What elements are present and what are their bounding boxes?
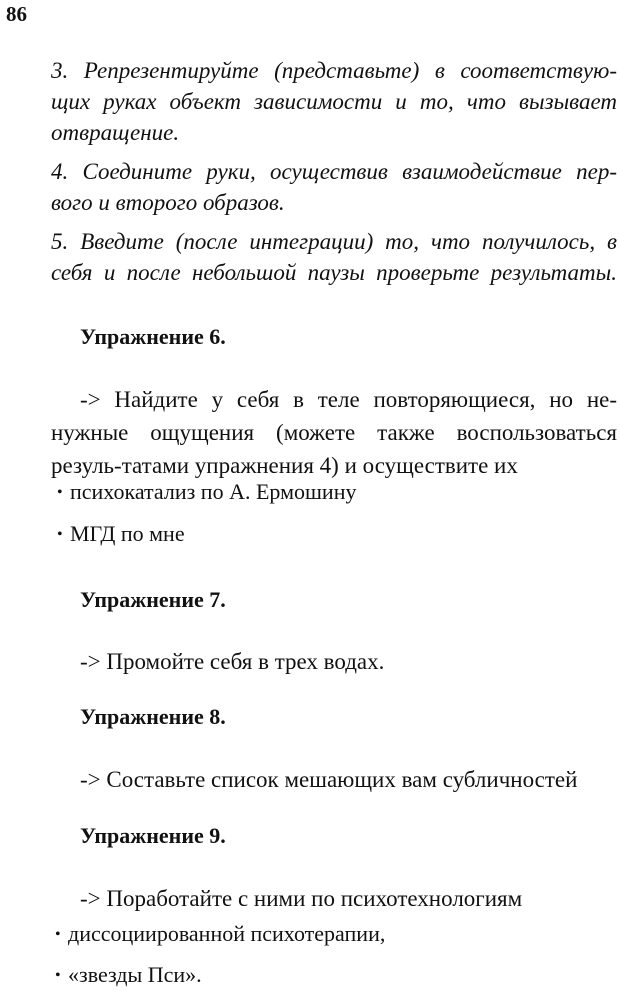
- bullet-symbol: •: [57, 484, 63, 501]
- step-3-line-1: 3. Репрезентируйте (представьте) в соответствую-: [51, 58, 617, 83]
- step-4: [51, 156, 617, 218]
- exercise-9-instruction: -> Поработайте с ними по психотехнологиям: [80, 886, 523, 911]
- exercise-6-bullet-2: [57, 519, 185, 550]
- exercise-8-heading: Упражнение 8.: [80, 704, 226, 729]
- exercise-7-instruction: -> Промойте себя в трех водах.: [80, 649, 385, 674]
- exercise-6-instruction: -> Найдите у себя в теле повторяющиеся, но не-нужные ощущения (можете также воспользоваться резуль-татами упражнения 4) и осуществите их: [51, 387, 617, 478]
- bullet-text: психокатализ по А. Ермошину: [70, 479, 357, 504]
- step-5-line-2: себя и после небольшой паузы проверьте результаты.: [51, 260, 617, 285]
- step-4-line-1: 4. Соедините руки, осуществив взаимодействие пер-: [51, 159, 617, 184]
- exercise-6-heading: Упражнение 6.: [80, 324, 226, 349]
- exercise-8-instruction: -> Составьте список мешающих вам субличностей: [80, 767, 578, 792]
- bullet-text: МГД по мне: [70, 521, 185, 546]
- step-3-line-3: отвращение.: [51, 120, 180, 145]
- bullet-symbol: •: [55, 926, 61, 943]
- exercise-7-heading: Упражнение 7.: [80, 587, 226, 612]
- bullet-text: «звезды Пси».: [68, 962, 202, 987]
- step-5-line-1: 5. Введите (после интеграции) то, что получилось, в: [51, 229, 617, 254]
- step-4-line-2: вого и второго образов.: [51, 190, 285, 215]
- exercise-9-heading: Упражнение 9.: [80, 823, 226, 848]
- step-3: [51, 55, 617, 148]
- exercise-6-bullet-1: [57, 477, 356, 508]
- exercise-9-bullet-1: [55, 919, 385, 950]
- exercise-9-bullet-2: [55, 960, 202, 991]
- page-number: 86: [6, 2, 27, 26]
- bullet-symbol: •: [55, 967, 61, 984]
- step-5: [51, 226, 617, 288]
- step-3-line-2: щих руках объект зависимости и то, что вызывает: [51, 89, 617, 114]
- bullet-text: диссоциированной психотерапии,: [68, 921, 386, 946]
- bullet-symbol: •: [57, 526, 63, 543]
